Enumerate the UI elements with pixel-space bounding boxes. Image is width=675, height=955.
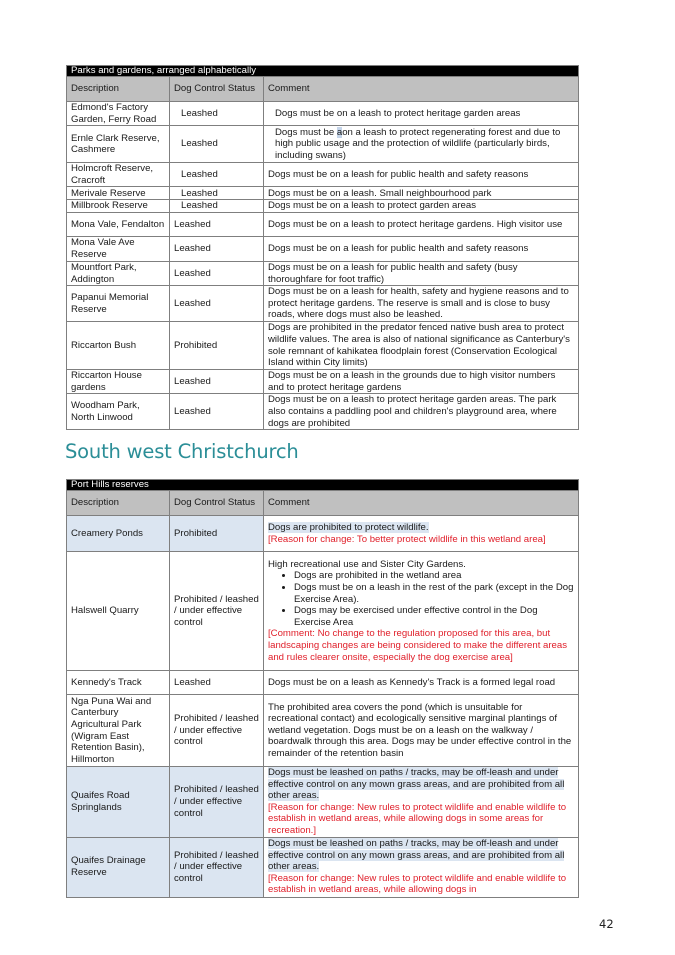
table-row [67, 837, 579, 897]
row-comment: Dogs must be on a leash for public health and safety reasons [264, 236, 579, 261]
row-comment: Dogs must be on a leash as Kennedy's Track is a formed legal road [264, 671, 579, 695]
row-description: Millbrook Reserve [67, 200, 170, 213]
row-status: Prohibited / leashed / under effective control [170, 837, 264, 897]
row-status: Leashed [170, 370, 264, 394]
row-description: Quaifes Drainage Reserve [67, 837, 170, 897]
row-status: Prohibited [170, 516, 264, 552]
row-comment: Dogs must be on a leash in the grounds due to high visitor numbers and to protect heritage gardens [264, 370, 579, 394]
table-row [67, 516, 579, 552]
comment-text: Dogs must be leashed on paths / tracks, may be off-leash and under effective control on any mown grass areas, and are prohibited from all other areas. [268, 767, 565, 802]
comment-text: Dogs must be leashed on paths / tracks, may be off-leash and under effective control on any mown grass areas, and are prohibited from all other areas. [268, 838, 565, 873]
row-status: Prohibited / leashed / under effective control [170, 695, 264, 767]
row-comment: Dogs must be on a leash for health, safety and hygiene reasons and to protect heritage gardens. The reserve is small and is close to busy roads, where dogs must also be leashed. [264, 286, 579, 322]
row-status: Leashed [170, 212, 264, 236]
table-row [67, 767, 579, 838]
row-description: Edmond's Factory Garden, Ferry Road [67, 102, 170, 126]
table-row [67, 187, 579, 200]
table-row [67, 212, 579, 236]
row-description: Mona Vale Ave Reserve [67, 236, 170, 261]
parks-gardens-table [66, 65, 579, 430]
row-description: Mountfort Park, Addington [67, 261, 170, 285]
comment-text: on a leash to protect regenerating forest and due to high public usage and the protection of wildlife (particularly birds, including swans) [275, 126, 561, 161]
bullet-item: • Dogs may be exercised under effective control in the Dog Exercise Area [294, 605, 574, 628]
row-comment [264, 837, 579, 897]
table-title-row [67, 480, 579, 491]
row-description: Kennedy's Track [67, 671, 170, 695]
comment-note: [Comment: No change to the regulation proposed for this area, but landscaping changes are being considered to make the different areas and rules clearer onsite, especially the dog exercise area] [268, 628, 568, 663]
row-description: Holmcroft Reserve, Cracroft [67, 163, 170, 187]
row-comment: Dogs are prohibited in the predator fenced native bush area to protect wildlife values. The area is also of national significance as Canterbury's sole remnant of kahikatea floodplain forest (Conservation Ecological Island within City limits) [264, 322, 579, 370]
row-status: Leashed [170, 236, 264, 261]
row-status: Prohibited [170, 322, 264, 370]
row-comment: Dogs must be on a leash to protect heritage gardens. High visitor use [264, 212, 579, 236]
row-status: Leashed [170, 200, 264, 213]
row-description: Halswell Quarry [67, 552, 170, 671]
page-number: 42 [599, 917, 614, 931]
header-description: Description [67, 77, 170, 102]
table-row [67, 394, 579, 430]
table-title: Parks and gardens, arranged alphabetically [67, 66, 579, 77]
row-status: Leashed [170, 102, 264, 126]
row-status: Prohibited / leashed / under effective control [170, 767, 264, 838]
section-heading: South west Christchurch [65, 440, 299, 463]
row-comment [264, 767, 579, 838]
header-status: Dog Control Status [170, 491, 264, 516]
header-comment: Comment [264, 77, 579, 102]
table-row [67, 261, 579, 285]
table-row [67, 671, 579, 695]
row-status: Leashed [170, 163, 264, 187]
header-description: Description [67, 491, 170, 516]
text-selection: a [336, 126, 343, 138]
table-row [67, 126, 579, 163]
table-row [67, 163, 579, 187]
table-row [67, 102, 579, 126]
row-description: Nga Puna Wai and Canterbury Agricultural Park (Wigram East Retention Basin), Hillmorton [67, 695, 170, 767]
row-description: Papanui Memorial Reserve [67, 286, 170, 322]
port-hills-table [66, 479, 579, 898]
bullet-list [268, 570, 574, 628]
row-comment [264, 126, 579, 163]
row-comment: Dogs must be on a leash for public health and safety (busy thoroughfare for foot traffic) [264, 261, 579, 285]
comment-text: Dogs must be [275, 126, 337, 138]
reason-for-change-note: [Reason for change: New rules to protect wildlife and enable wildlife to establish in wetland areas, while allowing dogs in [268, 872, 567, 896]
row-comment: Dogs must be on a leash to protect garden areas [264, 200, 579, 213]
row-status: Leashed [170, 671, 264, 695]
table-row [67, 322, 579, 370]
comment-text: Dogs are prohibited to protect wildlife. [268, 521, 429, 533]
bullet-item: • Dogs are prohibited in the wetland area [294, 570, 574, 582]
table-row [67, 370, 579, 394]
header-status: Dog Control Status [170, 77, 264, 102]
row-status: Leashed [170, 286, 264, 322]
table-row [67, 695, 579, 767]
row-comment [264, 516, 579, 552]
row-comment: Dogs must be on a leash to protect heritage garden areas. The park also contains a paddling pool and children's playground area, where dogs are prohibited [264, 394, 579, 430]
header-comment: Comment [264, 491, 579, 516]
row-status: Prohibited / leashed / under effective control [170, 552, 264, 671]
row-status: Leashed [170, 126, 264, 163]
row-comment: Dogs must be on a leash for public health and safety reasons [264, 163, 579, 187]
row-description: Quaifes Road Springlands [67, 767, 170, 838]
row-description: Creamery Ponds [67, 516, 170, 552]
row-description: Mona Vale, Fendalton [67, 212, 170, 236]
table-row [67, 552, 579, 671]
row-description: Riccarton House gardens [67, 370, 170, 394]
reason-for-change-note: [Reason for change: To better protect wildlife in this wetland area] [268, 533, 546, 545]
table-title-row [67, 66, 579, 77]
table-row [67, 286, 579, 322]
table-title: Port Hills reserves [67, 480, 579, 491]
row-description: Merivale Reserve [67, 187, 170, 200]
row-status: Leashed [170, 394, 264, 430]
bullet-item: • Dogs must be on a leash in the rest of the park (except in the Dog Exercise Area). [294, 582, 574, 605]
reason-for-change-note: [Reason for change: New rules to protect wildlife and enable wildlife to establish in wetland areas, while allowing dogs in some areas for recreation.] [268, 801, 567, 836]
table-header-row [67, 77, 579, 102]
row-comment: The prohibited area covers the pond (which is unsuitable for recreational contact) and ecologically sensitive marginal plantings of wetland vegetation. Dogs must be on a leash on the walkway / boardwalk through this area. Dogs may be under effective control in the remainder of the retention basin [264, 695, 579, 767]
row-comment: Dogs must be on a leash to protect heritage garden areas [264, 102, 579, 126]
table-row [67, 236, 579, 261]
row-comment [264, 552, 579, 671]
row-status: Leashed [170, 261, 264, 285]
comment-text: High recreational use and Sister City Gardens. [268, 558, 466, 570]
row-description: Woodham Park, North Linwood [67, 394, 170, 430]
row-description: Riccarton Bush [67, 322, 170, 370]
row-comment: Dogs must be on a leash. Small neighbourhood park [264, 187, 579, 200]
row-description: Ernle Clark Reserve, Cashmere [67, 126, 170, 163]
table-header-row [67, 491, 579, 516]
table-row [67, 200, 579, 213]
row-status: Leashed [170, 187, 264, 200]
